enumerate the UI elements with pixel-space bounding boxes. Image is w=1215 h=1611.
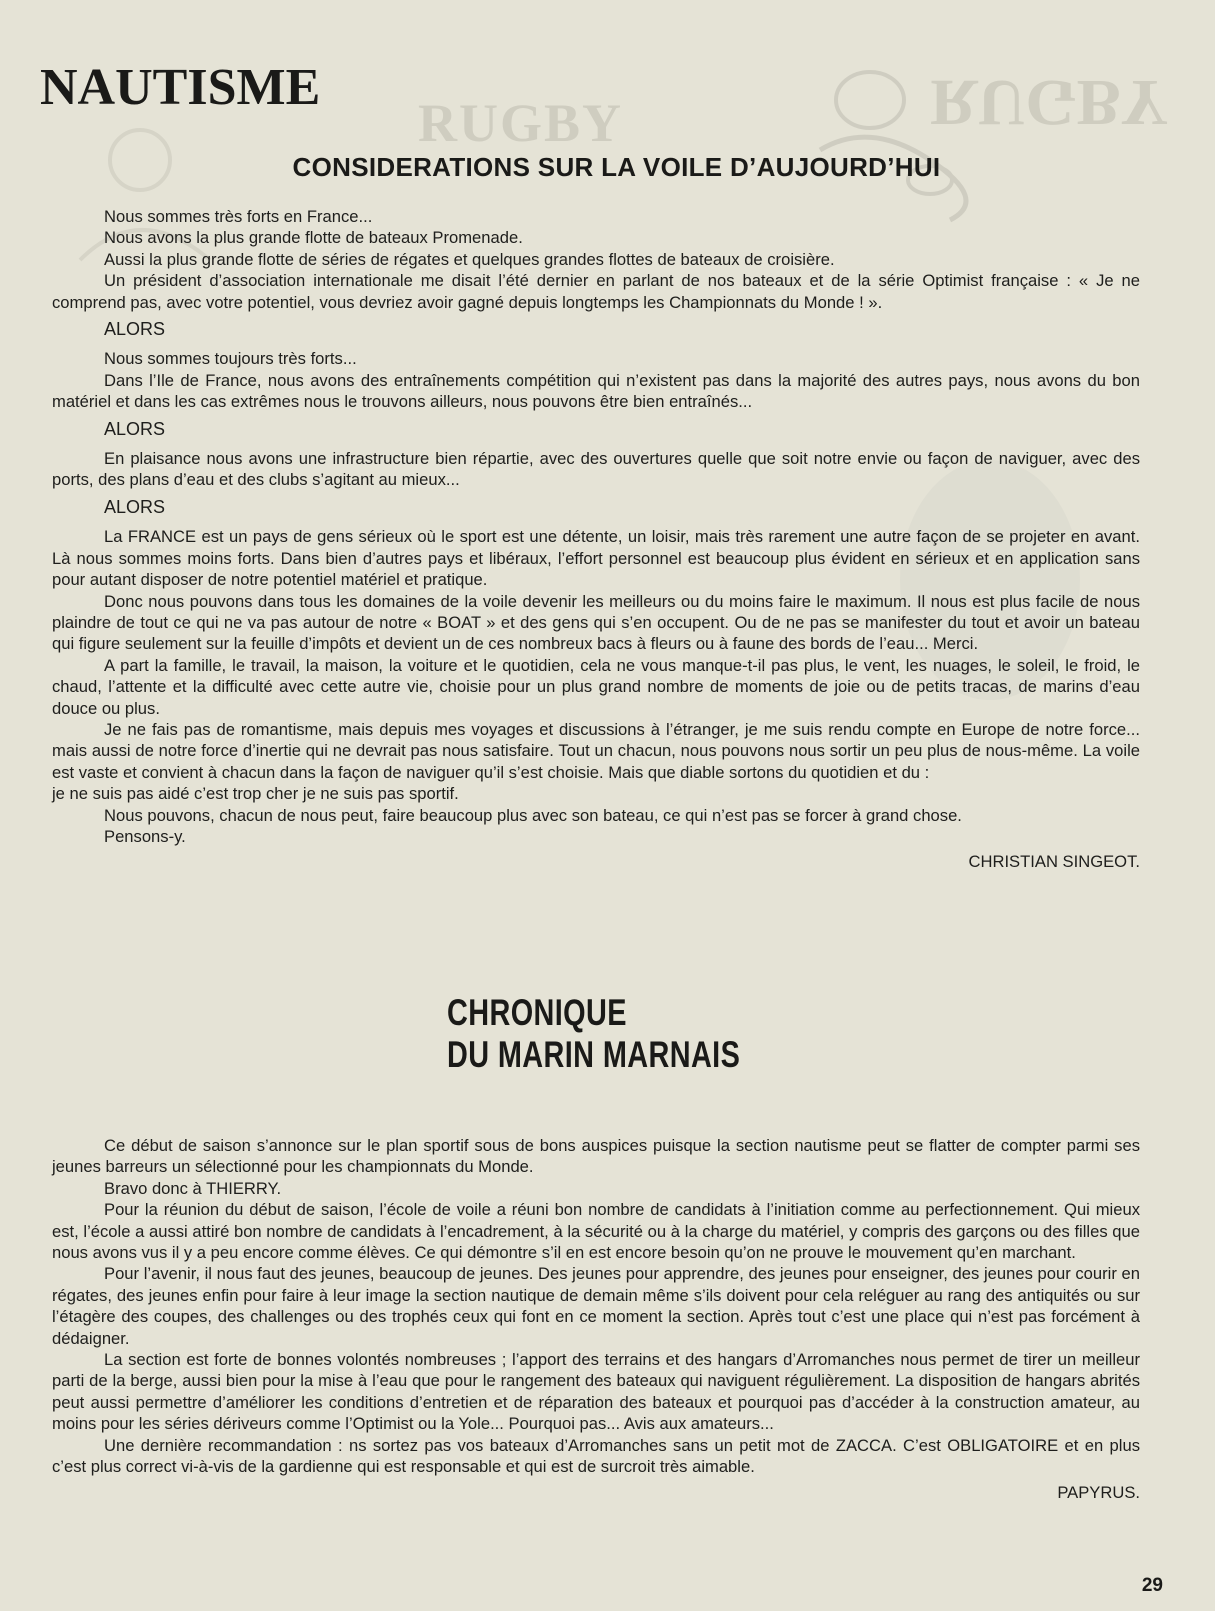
paragraph: La section est forte de bonnes volontés nombreuses ; l’apport des terrains et des hangars d’Arromanches nous permet de tirer un meilleur parti de la berge, aussi bien pour la mise à l’eau que pour le rangement des bateaux qui naviguent régulièrement. La disposition de hangars abrités peut aussi permettre d’améliorer les conditions d’entretien et de réparation des bateaux et pourquoi pas d’accéder à la construction amateur, au moins pour les séries dériveurs comme l’Optimist ou la Yole... Pourquoi pas... Avis aux amateurs... — [52, 1350, 1140, 1434]
paragraph: La FRANCE est un pays de gens sérieux où le sport est une détente, un loisir, mais très rarement une autre façon de se projeter en avant. Là nous sommes moins forts. Dans bien d’autres pays et libéraux, l’effort personnel est beaucoup plus évident en sérieux et en application sans pour autant disposer de notre potentiel matériel et pratique. — [52, 527, 1140, 590]
paragraph: Pensons-y. — [104, 826, 186, 846]
paragraph: Un président d’association internationale me disait l’été dernier en parlant de nos bateaux et de la série Optimist française : « Je ne comprend pas, avec votre potentiel, vous devriez avoir gagné depuis longtemps les Championnats du Monde ! ». — [52, 271, 1140, 312]
paragraph: Une dernière recommandation : ns sortez pas vos bateaux d’Arromanches sans un petit mot de ZACCA. C’est OBLIGATOIRE et en plus c’est plus correct vi-à-vis de la gardienne qui est responsable et qui est de surcroit très aimable. — [52, 1435, 1140, 1477]
paragraph: Pour la réunion du début de saison, l’école de voile a réuni bon nombre de candidats à l’initiation comme au perfectionnement. Qui mieux est, l’école a aussi attiré bon nombre de candidats à l’encadrement, à la sécurité ou à la charge du matériel, y compris des garçons ou des filles que nous avons vus il y a peu encore comme élèves. Ce qui démontre s’il en est encore besoin qu’on ne prouve le mouvement qu’en marchant. — [52, 1200, 1140, 1263]
article-chronique — [52, 1135, 1140, 1503]
show-through-rugby-illustration — [780, 60, 970, 230]
article-subtitle: CONSIDERATIONS SUR LA VOILE D’AUJOURD’HUI — [292, 152, 941, 182]
page-title: NAUTISME — [40, 59, 321, 116]
alors-heading: ALORS — [104, 319, 166, 340]
paragraph: Aussi la plus grande flotte de séries de régates et quelques grandes flottes de bateaux de croisière. — [104, 249, 835, 269]
alors-heading: ALORS — [104, 418, 166, 439]
paragraph: Nous pouvons, chacun de nous peut, faire beaucoup plus avec son bateau, ce qui n’est pas se forcer à grand chose. — [104, 805, 962, 825]
paragraph: je ne suis pas aidé c’est trop cher je ne suis pas sportif. — [52, 784, 459, 804]
paragraph: Donc nous pouvons dans tous les domaines de la voile devenir les meilleurs ou du moins faire le maximum. Il nous est plus facile de nous plaindre de tout ce qui ne va pas autour de notre « BOAT » et des gens qui s’en occupent. Ou de ne pas se manifester du tout et avoir un bateau qui figure seulement sur la feuille d’impôts et devient un de ces nombreux bacs à fleurs ou à faune des bords de l’eau... Merci. — [52, 591, 1140, 654]
paragraph: En plaisance nous avons une infrastructure bien répartie, avec des ouvertures quelle que soit notre envie ou façon de naviguer, avec des ports, des plans d’eau et des clubs s’agitant au mieux... — [52, 449, 1140, 490]
paragraph: Nous sommes très forts en France... — [104, 207, 373, 226]
paragraph: Nous avons la plus grande flotte de bateaux Promenade. — [104, 228, 523, 248]
show-through-rugby-heading: RUGBY — [930, 66, 1169, 139]
section-title-line: DU MARIN MARNAIS — [447, 1034, 741, 1075]
paragraph: Je ne fais pas de romantisme, mais depuis mes voyages et discussions à l’étranger, je me suis rendu compte en Europe de notre force... mais aussi de notre force d’inertie qui ne devrait pas nous satisfaire. Tout un chacun, nous pouvons nous sortir un peu plus de nous-même. La voile est vaste et convient à chacun dans la façon de naviguer qu’il s’est choisie. Mais que diable sortons du quotidien et du : — [52, 719, 1140, 782]
show-through-rugby-text: RUGBY — [418, 93, 624, 153]
paragraph: Pour l’avenir, il nous faut des jeunes, beaucoup de jeunes. Des jeunes pour apprendre, des jeunes pour enseigner, des jeunes pour courir en régates, des jeunes enfin pour faire à leur image la section nautique de demain même s’ils doivent pour cela reléguer au rang des antiquités ou sur l’étagère des coupes, des challenges ou des trophés ceux qui font en ce moment la section. Après tout c’est une place qui n’est pas forcément à dédaigner. — [52, 1264, 1140, 1348]
paragraph: Bravo donc à THIERRY. — [104, 1178, 282, 1198]
paragraph: Nous sommes toujours très forts... — [104, 349, 357, 369]
article-signature: CHRISTIAN SINGEOT. — [968, 852, 1140, 872]
alors-heading: ALORS — [104, 496, 166, 517]
section-title-line: CHRONIQUE — [447, 992, 627, 1033]
paragraph: Ce début de saison s’annonce sur le plan sportif sous de bons auspices puisque la section nautisme peut se flatter de compter parmi ses jeunes barreurs un sélectionné pour les championnats du Monde. — [52, 1136, 1140, 1177]
section-title — [447, 992, 740, 1076]
article-voile — [52, 206, 1140, 873]
paragraph: Dans l’Ile de France, nous avons des entraînements compétition qui n’existent pas dans la majorité des autres pays, nous avons du bon matériel et dans les cas extrêmes nous le trouvons ailleurs, nous pouvons être bien entraînés... — [52, 370, 1140, 412]
page-number: 29 — [1141, 1575, 1163, 1596]
article-signature: PAPYRUS. — [1057, 1482, 1140, 1502]
paragraph: A part la famille, le travail, la maison, la voiture et le quotidien, cela ne vous manque-t-il pas plus, le vent, les nuages, le soleil, le froid, le chaud, l’attente et la difficulté avec cette autre vie, choisie pour un plus grand nombre de moments de joie ou de petits tracas, de marins d’eau douce ou plus. — [52, 655, 1140, 718]
